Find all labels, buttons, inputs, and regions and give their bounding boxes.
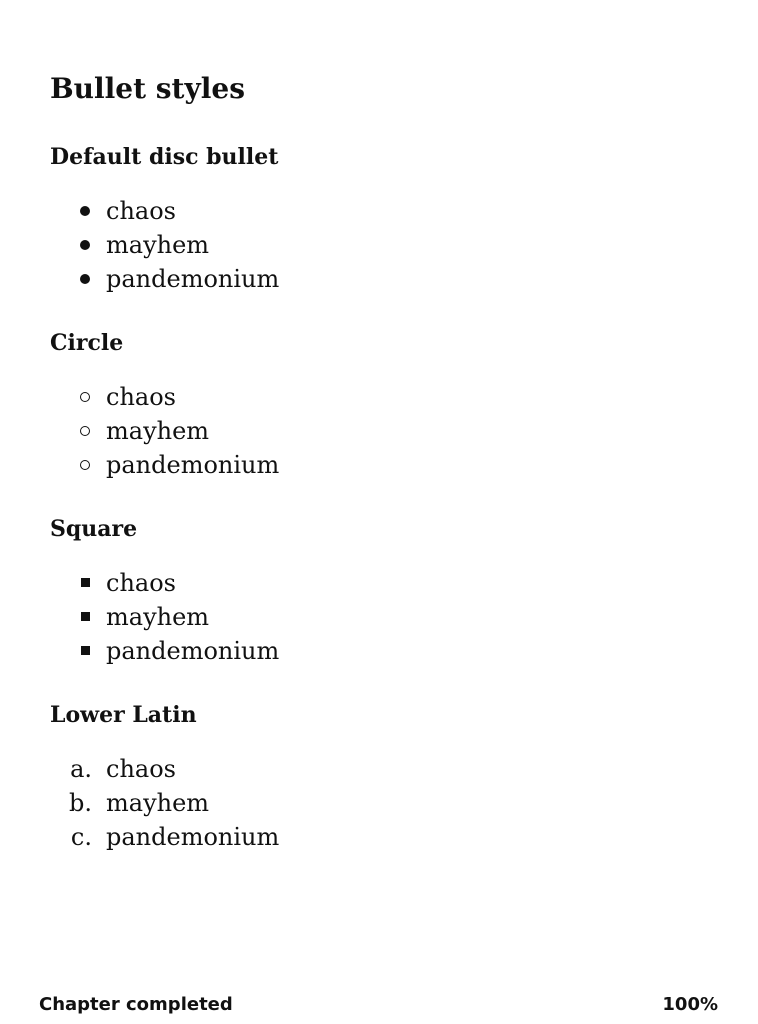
list-item (50, 262, 710, 296)
list-item-text: chaos (106, 569, 176, 597)
disc-bullet-icon (50, 262, 95, 296)
section-heading-disc: Default disc bullet (50, 144, 279, 170)
disc-list (50, 194, 710, 296)
list-item-text: pandemonium (106, 823, 280, 851)
list-item-text: mayhem (106, 417, 210, 445)
list-item (50, 194, 710, 228)
list-item (50, 752, 710, 786)
circle-bullet-icon (50, 380, 95, 414)
progress-percent: 100% (662, 994, 718, 1015)
list-item-text: pandemonium (106, 265, 280, 293)
square-bullet-icon (50, 600, 95, 634)
list-item (50, 634, 710, 668)
list-item (50, 380, 710, 414)
list-marker: b. (69, 789, 92, 817)
square-bullet-icon (50, 634, 95, 668)
list-item (50, 448, 710, 482)
page-title: Bullet styles (50, 72, 245, 105)
list-item (50, 228, 710, 262)
list-item-text: mayhem (106, 789, 210, 817)
circle-bullet-icon (50, 448, 95, 482)
list-item-text: chaos (106, 383, 176, 411)
reader-content (50, 70, 710, 886)
list-item-text: chaos (106, 755, 176, 783)
disc-bullet-icon (50, 194, 95, 228)
list-item (50, 600, 710, 634)
section-heading-square: Square (50, 516, 138, 542)
circle-list (50, 380, 710, 482)
square-list (50, 566, 710, 668)
list-item-text: mayhem (106, 231, 210, 259)
section-heading-lower-latin: Lower Latin (50, 702, 197, 728)
list-item (50, 820, 710, 854)
list-item (50, 566, 710, 600)
section-heading-circle: Circle (50, 330, 124, 356)
list-item-text: mayhem (106, 603, 210, 631)
list-marker: a. (70, 755, 92, 783)
list-item (50, 786, 710, 820)
list-item-text: chaos (106, 197, 176, 225)
chapter-status: Chapter completed (39, 994, 233, 1015)
list-item (50, 414, 710, 448)
list-marker: c. (70, 823, 92, 851)
reader-footer (39, 992, 718, 1018)
circle-bullet-icon (50, 414, 95, 448)
lower-latin-list (50, 752, 710, 854)
list-item-text: pandemonium (106, 451, 280, 479)
square-bullet-icon (50, 566, 95, 600)
disc-bullet-icon (50, 228, 95, 262)
list-item-text: pandemonium (106, 637, 280, 665)
